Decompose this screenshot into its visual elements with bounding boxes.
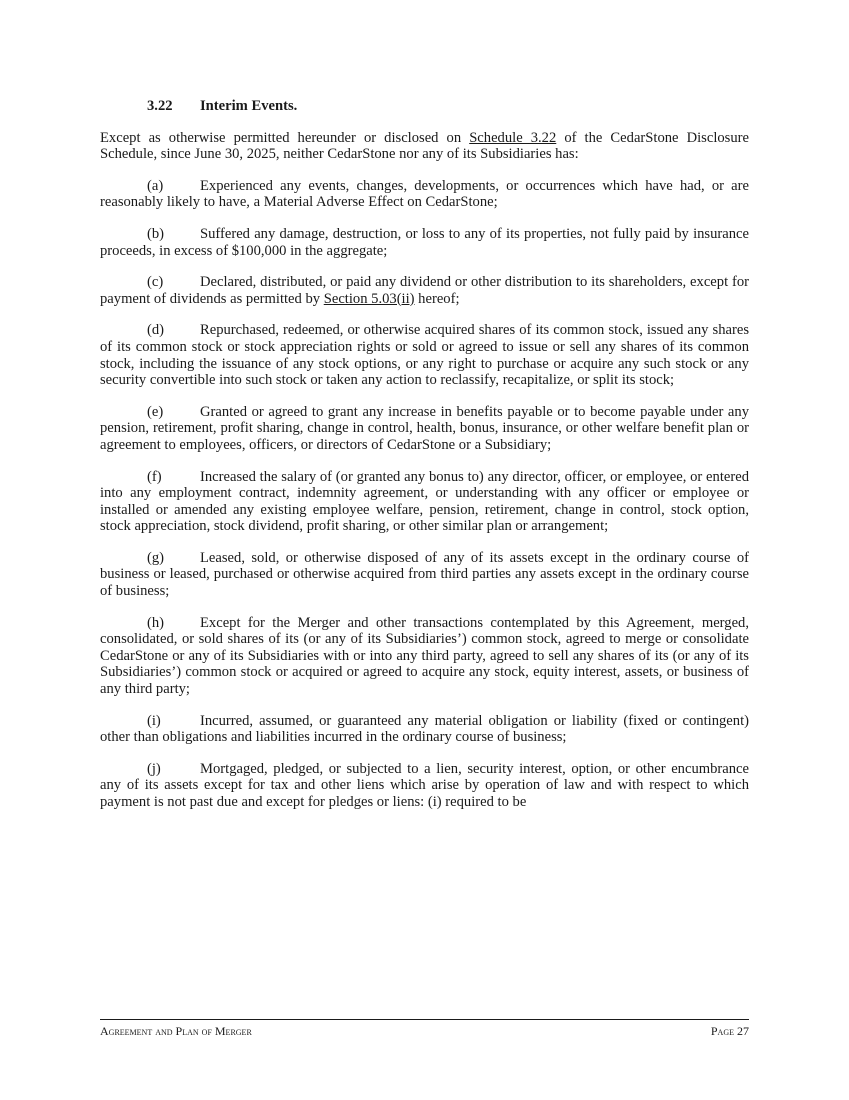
intro-text-start: Except as otherwise permitted hereunder or disclosed on: [100, 129, 470, 146]
clause-text: Incurred, assumed, or guaranteed any material obligation or liability (fixed or contingent) other than obligations and liabilities incurred in the ordinary course of business;: [100, 712, 749, 746]
section-title: Interim Events.: [200, 98, 298, 114]
clause-a: [100, 178, 749, 211]
section-number: 3.22: [147, 98, 173, 114]
clause-label: (f): [147, 468, 162, 485]
clause-label: (b): [147, 225, 165, 242]
section-reference-link[interactable]: Section 5.03(ii): [323, 290, 415, 307]
clause-label: (c): [147, 274, 164, 291]
clause-d: [100, 322, 749, 388]
clause-text: Repurchased, redeemed, or otherwise acquired shares of its common stock, issued any shares of its common stock or stock appreciation rights or sold or agreed to issue or sell any shares of its common stock, including the issuance of any stock options, or any right to purchase or acquire any such stock or any security convertible into such stock or taken any action to reclassify, recapitalize, or split its stock;: [100, 322, 749, 389]
clause-b: [100, 226, 749, 259]
footer-document-title: Agreement and Plan of Merger: [100, 1024, 252, 1038]
clause-text: Granted or agreed to grant any increase in benefits payable or to become payable under any pension, retirement, profit sharing, change in control, health, bonus, insurance, or other welfare benefit plan or agreement to employees, officers, or directors of CedarStone or a Subsidiary;: [100, 403, 749, 453]
clause-text: Mortgaged, pledged, or subjected to a lien, security interest, option, or other encumbrance any of its assets except for tax and other liens which arise by operation of law and with respect to which payment is not past due and except for pledges or liens: (i) required to be: [100, 760, 749, 810]
clause-f: [100, 469, 749, 535]
intro-text-end: of the CedarStone Disclosure Schedule, since June 30, 2025, neither CedarStone nor any of its Subsidiaries has:: [100, 129, 749, 163]
clause-j: [100, 761, 749, 811]
schedule-reference-link[interactable]: Schedule 3.22: [469, 129, 557, 146]
clause-text-end: hereof;: [414, 290, 460, 307]
document-page: [100, 98, 749, 826]
clause-label: (d): [147, 322, 165, 339]
clause-text: Declared, distributed, or paid any dividend or other distribution to its shareholders, except for payment of dividends as permitted by: [100, 274, 749, 307]
clause-label: (a): [147, 177, 164, 194]
clause-label: (i): [147, 712, 161, 729]
intro-paragraph: [100, 130, 749, 163]
page-footer: [100, 1019, 749, 1039]
clause-e: [100, 404, 749, 454]
clause-c: [100, 274, 749, 307]
clause-i: [100, 713, 749, 746]
clause-text: Leased, sold, or otherwise disposed of any of its assets except in the ordinary course of business or leased, purchased or otherwise acquired from third parties any assets except in the ordinary course of business;: [100, 549, 749, 600]
clause-label: (h): [147, 614, 165, 631]
clause-label: (j): [147, 760, 161, 777]
section-heading: [100, 98, 749, 115]
clause-text: Except for the Merger and other transactions contemplated by this Agreement, merged, consolidated, or sold shares of its (or any of its Subsidiaries’) common stock, agreed to merge or consolidate CedarStone or any of its Subsidiaries with or into any third party, agreed to sell any shares of its (or any of its Subsidiaries’) common stock or acquired or agreed to acquire any stock, equity interest, assets, or business of any third party;: [100, 614, 749, 698]
clause-g: [100, 550, 749, 600]
clause-text: Increased the salary of (or granted any bonus to) any director, officer, or employee, or entered into any employment contract, indemnity agreement, or understanding with any officer or employee or installed or amended any existing employee welfare, pension, retirement, change in control, stock option, stock appreciation, stock dividend, profit sharing, or other similar plan or arrangement;: [100, 468, 749, 535]
clause-label: (g): [147, 549, 165, 566]
clause-h: [100, 615, 749, 698]
clause-label: (e): [147, 403, 164, 420]
clause-text: Suffered any damage, destruction, or loss to any of its properties, not fully paid by insurance proceeds, in excess of $100,000 in the aggregate;: [100, 225, 749, 259]
clause-text: Experienced any events, changes, developments, or occurrences which have had, or are reasonably likely to have, a Material Adverse Effect on CedarStone;: [100, 177, 749, 211]
footer-page-number: Page 27: [710, 1024, 749, 1038]
